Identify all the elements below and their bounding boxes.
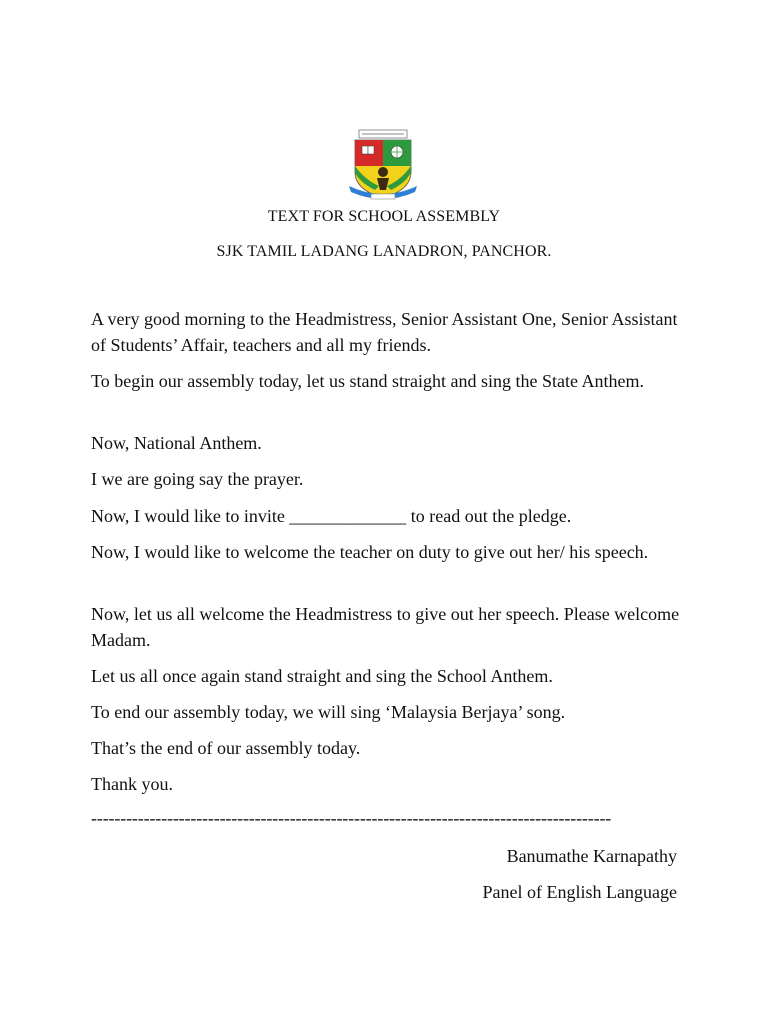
paragraph-national-anthem: Now, National Anthem. bbox=[91, 433, 262, 453]
paragraph-school-anthem: Let us all once again stand straight and sing the School Anthem. bbox=[91, 666, 553, 686]
paragraph-pledge: Now, I would like to invite _____________ to read out the pledge. bbox=[91, 506, 572, 526]
document-title: TEXT FOR SCHOOL ASSEMBLY bbox=[267, 208, 501, 225]
school-name: SJK TAMIL LADANG LANADRON, PANCHOR. bbox=[216, 243, 552, 260]
paragraph-malaysia-berjaya: To end our assembly today, we will sing ‘Malaysia Berjaya’ song. bbox=[91, 702, 566, 722]
dashed-divider: ----------------------------------------------------------------------------------------- bbox=[91, 808, 612, 828]
signature-role: Panel of English Language bbox=[482, 882, 677, 902]
paragraph-prayer: I we are going say the prayer. bbox=[91, 469, 304, 489]
paragraph-headmistress-speech: Now, let us all welcome the Headmistress to give out her speech. Please welcome Madam. bbox=[91, 604, 680, 650]
paragraph-thank-you: Thank you. bbox=[91, 774, 173, 794]
school-crest-logo bbox=[345, 128, 421, 204]
paragraph-teacher-speech: Now, I would like to welcome the teacher on duty to give out her/ his speech. bbox=[91, 542, 649, 562]
paragraph-state-anthem: To begin our assembly today, let us stand straight and sing the State Anthem. bbox=[91, 371, 644, 391]
signature-name: Banumathe Karnapathy bbox=[506, 846, 677, 866]
paragraph-end-assembly: That’s the end of our assembly today. bbox=[91, 738, 361, 758]
paragraph-greeting: A very good morning to the Headmistress, Senior Assistant One, Senior Assistant of Students’ Affair, teachers and all my friends. bbox=[91, 309, 678, 355]
